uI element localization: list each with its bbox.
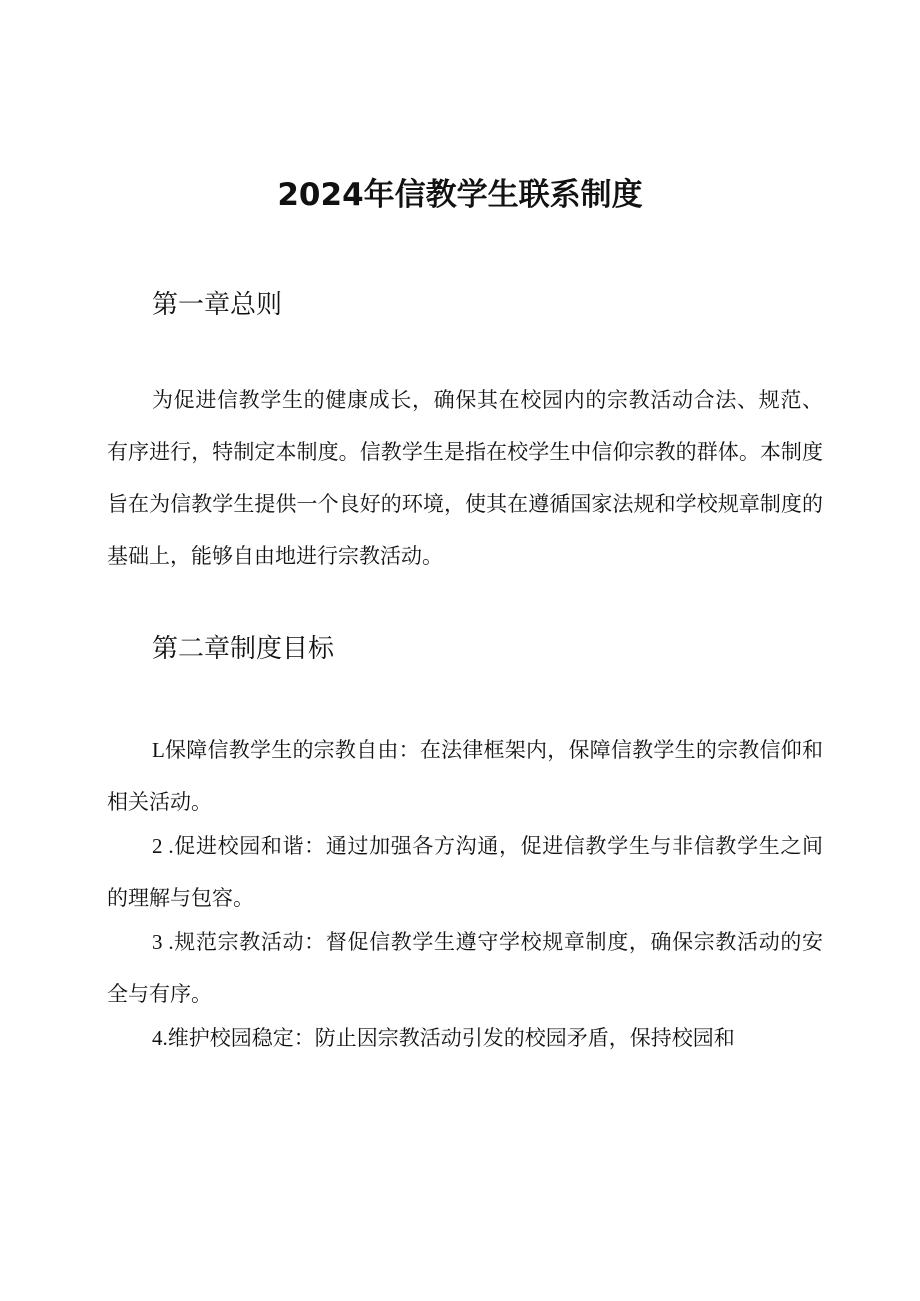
list-item-text: 促进校园和谐：通过加强各方沟通，促进信教学生与非信教学生之间的理解与包容。 — [107, 834, 824, 910]
list-item-number: 2 . — [152, 834, 174, 858]
list-item-1 — [107, 724, 823, 828]
list-item-text: 保障信教学生的宗教自由：在法律框架内，保障信教学生的宗教信仰和相关活动。 — [107, 738, 823, 814]
list-item-number: L — [152, 738, 165, 762]
list-item-4 — [107, 1012, 823, 1064]
chapter-2-heading: 第二章制度目标 — [152, 634, 335, 664]
list-item-number: 3 . — [152, 930, 174, 954]
list-item-number: 4. — [152, 1026, 168, 1050]
chapter-1-paragraph: 为促进信教学生的健康成长，确保其在校园内的宗教活动合法、规范、有序进行，特制定本制度。信教学生是指在校学生中信仰宗教的群体。本制度旨在为信教学生提供一个良好的环境，使其在遵循国家法规和学校规章制度的基础上，能够自由地进行宗教活动。 — [107, 388, 823, 568]
chapter-1-heading: 第一章总则 — [152, 290, 283, 320]
list-item-text: 规范宗教活动：督促信教学生遵守学校规章制度，确保宗教活动的安全与有序。 — [107, 930, 824, 1006]
list-item-text: 维护校园稳定：防止因宗教活动引发的校园矛盾，保持校园和 — [167, 1026, 735, 1050]
document-title: 2024年信教学生联系制度 — [277, 177, 643, 213]
list-item-2 — [107, 820, 823, 924]
list-item-3 — [107, 916, 823, 1020]
